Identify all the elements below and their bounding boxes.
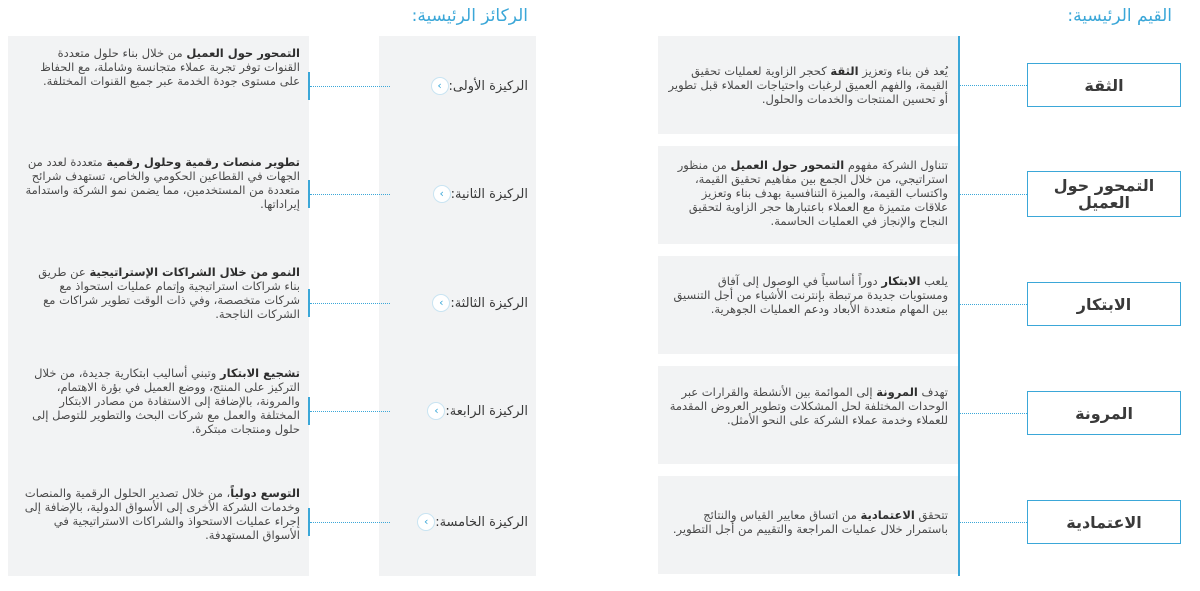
value-desc-bold: الابتكار — [881, 274, 921, 288]
pillar-description-5 — [22, 486, 300, 542]
pillar-description-2 — [22, 155, 300, 211]
value-box-flexibility: المرونة — [1027, 391, 1181, 435]
value-desc-bold: الاعتمادية — [860, 508, 915, 522]
pillar-desc-text: من خلال بناء حلول متعددة القنوات توفر تجربة عملاء متجانسة وشاملة، مع الحفاظ على مستوى جودة الخدمة عبر جميع القنوات المختلفة. — [40, 46, 300, 88]
values-heading: القيم الرئيسية: — [1067, 6, 1172, 26]
pillar-connector — [310, 522, 390, 523]
value-description-innovation — [668, 274, 948, 316]
chevron-right-icon: › — [432, 294, 450, 312]
pillar-connector — [310, 411, 390, 412]
pillar-desc-text: متعددة لعدد من الجهات في القطاعين الحكومي والخاص، تستهدف شرائح متعددة من المستخدمين، مما يضمن نمو الشركة واستدامة إيراداتها. — [25, 155, 300, 211]
value-connector — [959, 85, 1027, 86]
value-description-flexibility — [668, 385, 948, 427]
pillar-label-text: الركيزة الأولى: — [448, 78, 528, 94]
pillar-label-4 — [380, 400, 528, 422]
pillar-connector — [310, 194, 390, 195]
value-desc-bold: التمحور حول العميل — [730, 158, 845, 172]
value-desc-pre: يُعد فن بناء وتعزيز — [858, 64, 948, 78]
pillar-label-text: الركيزة الخامسة: — [435, 514, 528, 530]
value-desc-post: كحجر الزاوية لعمليات تحقيق القيمة، والفهم العميق لرغبات واحتياجات العملاء قبل تطوير أو تحسين المنتجات والخدمات والحلول. — [668, 64, 948, 106]
value-desc-bold: المرونة — [876, 385, 918, 399]
pillar-desc-bold: التمحور حول العميل — [186, 46, 300, 60]
chevron-right-icon: › — [433, 185, 451, 203]
value-box-customer-centricity: التمحور حول العميل — [1027, 171, 1181, 217]
pillar-desc-bold: تشجيع الابتكار — [219, 366, 300, 380]
value-description-trust — [668, 64, 948, 106]
value-box-reliability: الاعتمادية — [1027, 500, 1181, 544]
pillar-desc-bold: النمو من خلال الشراكات الإستراتيجية — [89, 265, 300, 279]
chevron-right-icon: › — [431, 77, 449, 95]
value-description-reliability — [668, 508, 948, 536]
values-connector-line — [958, 36, 960, 576]
chevron-right-icon: › — [417, 513, 435, 531]
value-desc-bold: الثقة — [830, 64, 859, 78]
pillar-desc-bold: تطوير منصات رقمية وحلول رقمية — [106, 155, 300, 169]
value-box-innovation: الابتكار — [1027, 282, 1181, 326]
pillar-label-2 — [380, 183, 528, 205]
pillar-desc-text: وتبني أساليب ابتكارية جديدة، من خلال التركيز على المنتج، ووضع العميل في بؤرة الاهتمام، والمرونة، بالإضافة إلى الاستفادة من مصادر الابتكار المختلفة والعمل مع شركات البحث والتطوير للتوصل إلى حلول ومنتجات مبتكرة. — [32, 366, 300, 436]
pillar-connector — [310, 303, 390, 304]
value-desc-pre: تتناول الشركة مفهوم — [844, 158, 948, 172]
value-connector — [959, 194, 1027, 195]
value-connector — [959, 413, 1027, 414]
value-desc-post: من منظور استراتيجي، من خلال الجمع بين مفاهيم تحقيق القيمة، واكتساب القيمة، والميزة التنافسية بهدف بناء وتعزيز علاقات متميزة مع العملاء باعتبارها حجر الزاوية لتحقيق النجاح والإنجاز في العمليات الحاسمة. — [677, 158, 948, 228]
pillar-label-text: الركيزة الرابعة: — [445, 403, 528, 419]
value-desc-post: إلى الموائمة بين الأنشطة والقرارات عبر الوحدات المختلفة لحل المشكلات وتطوير العروض المقدمة للعملاء وخدمة عملاء الشركة على النحو الأمثل. — [669, 385, 948, 427]
pillars-heading: الركائز الرئيسية: — [411, 6, 528, 26]
pillar-connector — [310, 86, 390, 87]
pillar-desc-text: عن طريق بناء شراكات استراتيجية وإتمام عمليات استحواذ مع شركات متخصصة، وفي ذات الوقت تطوير شراكات مع الشركات الناجحة. — [38, 265, 300, 321]
value-desc-pre: تتحقق — [914, 508, 948, 522]
pillar-label-text: الركيزة الثالثة: — [450, 295, 528, 311]
pillar-label-5 — [380, 511, 528, 533]
chevron-right-icon: › — [427, 402, 445, 420]
value-desc-post: من اتساق معايير القياس والنتائج باستمرار خلال عمليات المراجعة والتقييم من أجل التطوير. — [672, 508, 948, 536]
value-desc-pre: تهدف — [917, 385, 948, 399]
value-desc-post: دوراً أساسياً في الوصول إلى آفاق ومستويات جديدة مرتبطة بإنترنت الأشياء من أجل التنسيق بين المهام متعددة الأبعاد ودعم العمليات الجوهرية. — [673, 274, 948, 316]
pillar-label-1 — [380, 75, 528, 97]
pillar-label-text: الركيزة الثانية: — [450, 186, 528, 202]
value-connector — [959, 522, 1027, 523]
pillar-desc-text: ، من خلال تصدير الحلول الرقمية والمنصات وخدمات الشركة الأخرى إلى الأسواق الدولية، بالإضافة إلى إجراء عمليات الاستحواذ والشراكات الاستراتيجية في الأسواق المستهدفة. — [24, 486, 300, 542]
value-box-trust: الثقة — [1027, 63, 1181, 107]
value-description-customer-centricity — [668, 158, 948, 228]
pillar-description-1 — [22, 46, 300, 88]
pillar-desc-bold: التوسع دولياً — [230, 486, 300, 500]
value-desc-pre: يلعب — [920, 274, 948, 288]
pillar-description-4 — [22, 366, 300, 436]
value-connector — [959, 304, 1027, 305]
pillar-description-3 — [22, 265, 300, 321]
pillar-label-3 — [380, 292, 528, 314]
